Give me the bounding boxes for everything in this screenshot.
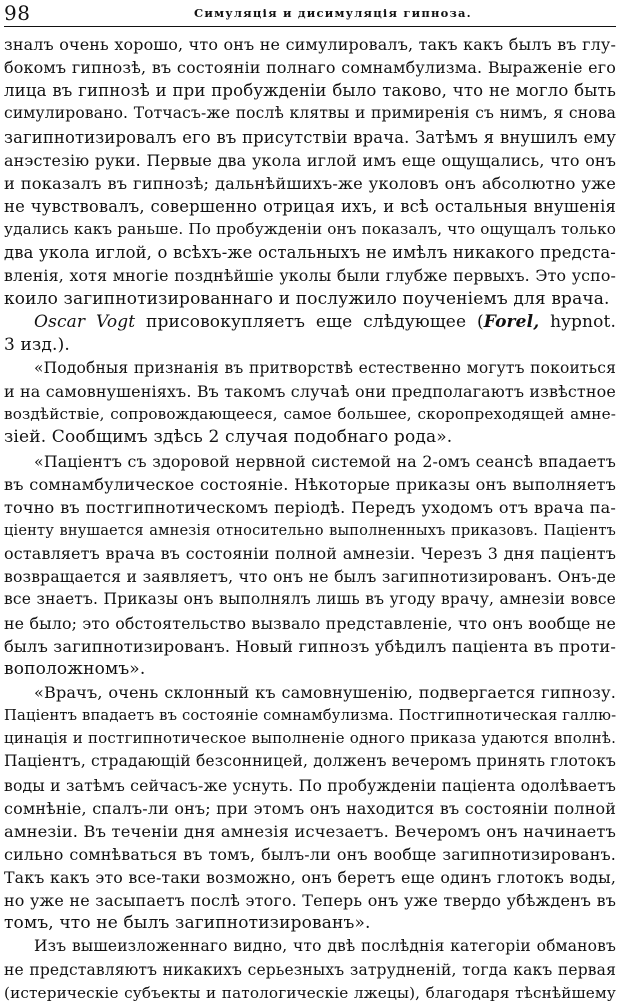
text-line: анэстезію руки. Первые два укола иглой имъ еще ощущались, что онъ xyxy=(4,150,616,170)
text-line: амнезіи. Въ теченіи дня амнезія исчезаетъ. Вечеромъ онъ начинаетъ xyxy=(4,821,616,841)
text-line: «Врачъ, очень склонный къ самовнушенію, подвергается гипнозу. xyxy=(34,682,616,702)
text-line: воположномъ». xyxy=(4,658,146,679)
text-line: возвращается и заявляетъ, что онъ не былъ загипнотизированъ. Онъ-де xyxy=(4,567,616,587)
text-line: «Паціентъ съ здоровой нервной системой на 2-омъ сеансѣ впадаетъ xyxy=(34,451,616,471)
text-line: и на самовнушеніяхъ. Въ такомъ случаѣ они предполагаютъ извѣстное xyxy=(4,382,616,402)
line-text: присовокупляетъ еще слѣдующее ( xyxy=(135,311,484,332)
text-line: «Подобныя признанія въ притворствѣ естественно могутъ покоиться xyxy=(34,358,616,377)
text-line: сомнѣніе, спалъ-ли онъ; при этомъ онъ находится въ состояніи полной xyxy=(4,798,616,818)
text-line: Паціентъ впадаетъ въ состояніе сомнамбулизма. Постгипнотическая галлю- xyxy=(4,707,616,725)
text-line: точно въ постгипнотическомъ періодѣ. Передъ уходомъ отъ врача па- xyxy=(4,497,616,517)
text-line: бокомъ гипнозѣ, въ состояніи полнаго сомнамбулизма. Выраженіе его xyxy=(4,58,616,78)
text-line: вленія, хотя многіе позднѣйшіе уколы были глубже первыхъ. Это успо- xyxy=(4,266,616,286)
text-line: зіей. Сообщимъ здѣсь 2 случая подобнаго рода». xyxy=(4,427,453,448)
page-header xyxy=(4,2,616,27)
text-line: все знаетъ. Приказы онъ выполнялъ лишь въ угоду врачу, амнезіи вовсе xyxy=(4,590,616,609)
text-line: не чувствовалъ, совершенно отрицая ихъ, и всѣ остальныя внушенія xyxy=(4,196,616,216)
page-body-text xyxy=(4,33,616,1005)
text-line: коило загипнотизированнаго и послужило поученіемъ для врача. xyxy=(4,288,610,309)
text-line: въ сомнамбулическое состояніе. Нѣкоторые приказы онъ выполняетъ xyxy=(4,474,616,494)
text-line: не представляютъ никакихъ серьезныхъ затрудненій, тогда какъ первая xyxy=(4,960,616,979)
text-line: лица въ гипнозѣ и при пробужденіи было таково, что не могло быть xyxy=(4,81,616,101)
text-line: и показалъ въ гипнозѣ; дальнѣйшихъ-же уколовъ онъ абсолютно уже xyxy=(4,173,616,193)
text-line: томъ, что не былъ загипнотизированъ». xyxy=(4,913,371,934)
text-line xyxy=(4,311,616,334)
text-line: былъ загипнотизированъ. Новый гипнозъ убѣдилъ паціента въ проти- xyxy=(4,636,616,656)
text-line: воды и затѣмъ сейчасъ-же уснуть. По пробужденіи паціента одолѣваетъ xyxy=(4,775,616,795)
text-line: два укола иглой, о всѣхъ-же остальныхъ не имѣлъ никакого предста- xyxy=(4,243,616,263)
text-line: оставляетъ врача въ состояніи полной амнезіи. Черезъ 3 дня паціентъ xyxy=(4,544,616,564)
text-line: Такъ какъ это все-таки возможно, онъ беретъ еще одинъ глотокъ воды, xyxy=(4,868,616,888)
text-line: воздѣйствіе, сопровождающееся, самое большее, скоропреходящей амне- xyxy=(4,405,616,424)
running-title: Симуляція и дисимуляція гипноза. xyxy=(194,6,472,20)
text-line: Паціентъ, страдающій безсонницей, долженъ вечеромъ принять глотокъ xyxy=(4,752,616,771)
text-line: ціенту внушается амнезія относительно выполненныхъ приказовъ. Паціентъ xyxy=(4,521,616,539)
cited-author: Oscar Vogt xyxy=(34,311,136,332)
text-line: цинація и постгипнотическое выполненіе одного приказа удаются вполнѣ. xyxy=(4,729,616,748)
text-line: зналъ очень хорошо, что онъ не симулировалъ, такъ какъ былъ въ глу- xyxy=(4,35,616,54)
text-line: но уже не засыпаетъ послѣ этого. Теперь онъ уже твердо убѣжденъ въ xyxy=(4,891,616,911)
cited-work-title: hypnot. xyxy=(539,311,616,332)
text-line: загипнотизировалъ его въ присутствіи врача. Затѣмъ я внушилъ ему xyxy=(4,127,616,147)
text-line: Изъ вышеизложеннаго видно, что двѣ послѣднія категоріи обмановъ xyxy=(34,937,616,956)
page-number: 98 xyxy=(4,1,31,25)
cited-work-author: Forel, xyxy=(483,311,540,332)
text-line: (истерическіе субъекты и патологическіе лжецы), благодаря тѣснѣйшему xyxy=(4,983,616,1002)
text-line: симулировано. Тотчасъ-же послѣ клятвы и примиренія съ нимъ, я снова xyxy=(4,104,616,123)
text-line: удались какъ раньше. По пробужденіи онъ показалъ, что ощущалъ только xyxy=(4,220,616,239)
text-line: не было; это обстоятельство вызвало представленіе, что онъ вообще не xyxy=(4,613,616,633)
text-line: сильно сомнѣваться въ томъ, былъ-ли онъ вообще загипнотизированъ. xyxy=(4,844,616,864)
text-line: 3 изд.). xyxy=(4,334,70,355)
